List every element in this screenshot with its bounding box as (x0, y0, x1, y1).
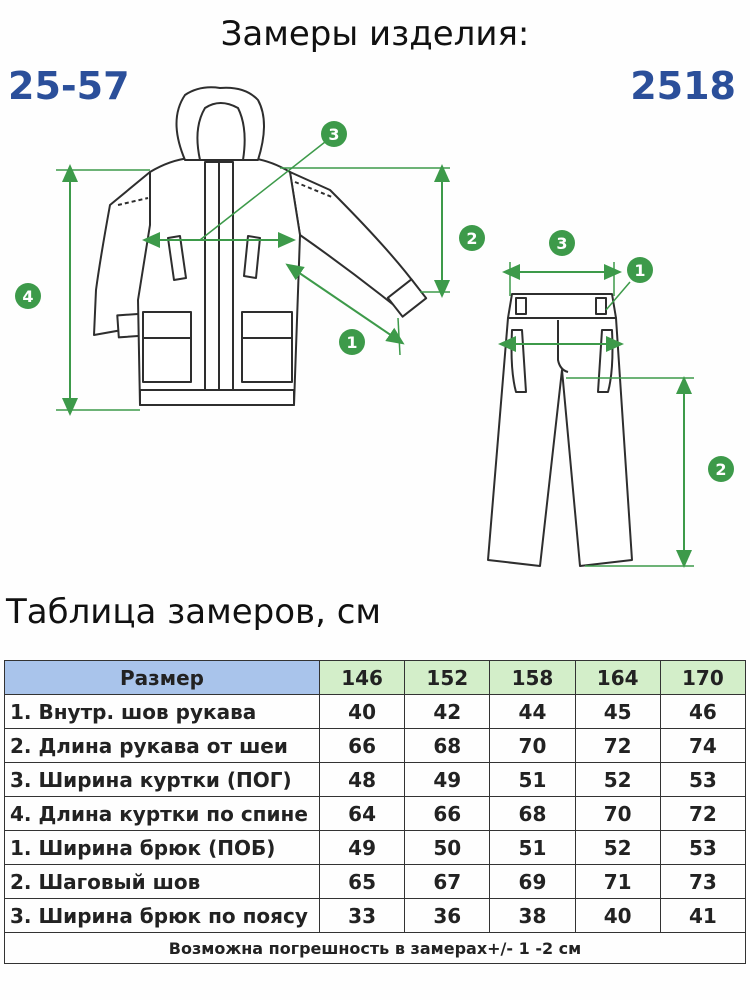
jacket-marker-4 (15, 283, 41, 309)
row-label: 2. Длина рукава от шеи (5, 729, 320, 763)
table-cell: 49 (405, 763, 490, 797)
table-cell: 64 (320, 797, 405, 831)
svg-text:2: 2 (466, 229, 478, 248)
table-cell: 51 (490, 763, 575, 797)
table-row (5, 797, 746, 831)
table-cell: 53 (660, 763, 745, 797)
table-cell: 68 (405, 729, 490, 763)
table-cell: 38 (490, 899, 575, 933)
row-label: 1. Внутр. шов рукава (5, 695, 320, 729)
pants-marker-2 (708, 456, 734, 482)
table-cell: 52 (575, 763, 660, 797)
table-title: Таблица замеров, см (6, 592, 382, 632)
svg-text:1: 1 (634, 261, 646, 280)
table-cell: 46 (660, 695, 745, 729)
jacket-marker-3 (321, 121, 347, 147)
jacket-drawing (94, 87, 426, 405)
jacket-marker-1 (339, 329, 365, 355)
svg-text:3: 3 (328, 125, 340, 144)
table-row (5, 729, 746, 763)
table-cell: 72 (660, 797, 745, 831)
table-cell: 66 (320, 729, 405, 763)
table-cell: 74 (660, 729, 745, 763)
table-row (5, 763, 746, 797)
svg-text:1: 1 (346, 333, 358, 352)
size-column-header: 146 (320, 661, 405, 695)
size-column-header: 170 (660, 661, 745, 695)
pants-marker-1 (627, 257, 653, 283)
product-code-right: 2518 (630, 64, 736, 108)
table-cell: 72 (575, 729, 660, 763)
row-label: 2. Шаговый шов (5, 865, 320, 899)
table-cell: 52 (575, 831, 660, 865)
size-column-header: 164 (575, 661, 660, 695)
page-title: Замеры изделия: (220, 14, 530, 54)
table-note-row (5, 933, 746, 964)
svg-text:2: 2 (715, 460, 727, 479)
table-cell: 44 (490, 695, 575, 729)
table-header-row (5, 661, 746, 695)
table-cell: 40 (575, 899, 660, 933)
table-cell: 69 (490, 865, 575, 899)
table-cell: 45 (575, 695, 660, 729)
table-cell: 49 (320, 831, 405, 865)
table-row (5, 831, 746, 865)
table-cell: 65 (320, 865, 405, 899)
table-cell: 33 (320, 899, 405, 933)
table-cell: 48 (320, 763, 405, 797)
pants-drawing (488, 294, 632, 566)
table-row (5, 695, 746, 729)
row-label: 4. Длина куртки по спине (5, 797, 320, 831)
row-label: 1. Ширина брюк (ПОБ) (5, 831, 320, 865)
row-label: 3. Ширина куртки (ПОГ) (5, 763, 320, 797)
table-cell: 50 (405, 831, 490, 865)
svg-text:3: 3 (556, 234, 568, 253)
product-code-left: 25-57 (8, 64, 130, 108)
table-cell: 51 (490, 831, 575, 865)
table-cell: 70 (490, 729, 575, 763)
table-cell: 42 (405, 695, 490, 729)
table-cell: 68 (490, 797, 575, 831)
pants-marker-3 (549, 230, 575, 256)
table-row (5, 865, 746, 899)
row-label: 3. Ширина брюк по поясу (5, 899, 320, 933)
table-cell: 67 (405, 865, 490, 899)
table-cell: 41 (660, 899, 745, 933)
table-cell: 70 (575, 797, 660, 831)
size-column-header: 152 (405, 661, 490, 695)
size-table (4, 660, 746, 964)
table-cell: 66 (405, 797, 490, 831)
size-header-label: Размер (5, 661, 320, 695)
size-column-header: 158 (490, 661, 575, 695)
table-cell: 71 (575, 865, 660, 899)
table-cell: 53 (660, 831, 745, 865)
svg-text:4: 4 (22, 287, 34, 306)
jacket-marker-2 (459, 225, 485, 251)
table-row (5, 899, 746, 933)
measurement-note: Возможна погрешность в замерах+/- 1 -2 см (5, 933, 746, 964)
table-cell: 40 (320, 695, 405, 729)
table-cell: 73 (660, 865, 745, 899)
table-cell: 36 (405, 899, 490, 933)
